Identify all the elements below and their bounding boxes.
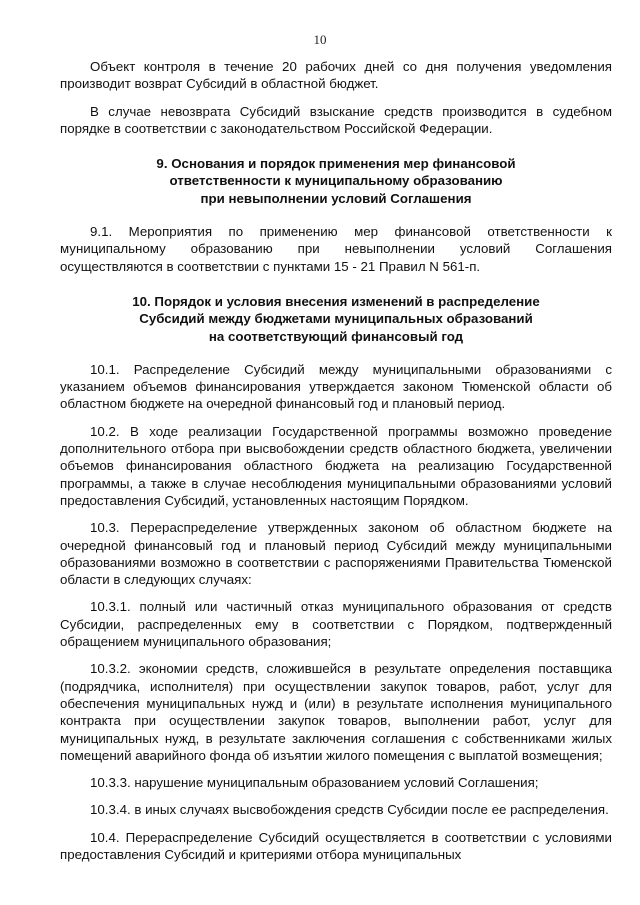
section-10-heading: [60, 293, 612, 345]
paragraph-10-3: 10.3. Перераспределение утвержденных законом об областном бюджете на очередной финансовый год и плановый период Субсидий между муниципальными образованиями возможно в соответствии с распоряжениями Правительства Тюменской области в следующих случаях:: [60, 520, 612, 588]
section-10-heading-line: на соответствующий финансовый год: [208, 328, 464, 344]
paragraph-10-3-3: 10.3.3. нарушение муниципальным образованием условий Соглашения;: [90, 775, 539, 791]
paragraph-10-3-4: 10.3.4. в иных случаях высвобождения средств Субсидии после ее распределения.: [90, 802, 609, 818]
paragraph-10-4: 10.4. Перераспределение Субсидий осуществляется в соответствии с условиями предоставления Субсидий и критериями отбора муниципальных: [60, 829, 612, 862]
paragraph-10-2: 10.2. В ходе реализации Государственной программы возможно проведение дополнительного отбора при высвобождении средств областного бюджета, увеличении объемов финансирования областного бюджета на реализацию Государственной программы, а также в случае несоблюдения муниципальными образованиями условий предоставления Субсидий, установленных настоящим Порядком.: [60, 423, 612, 508]
page-number: 10: [313, 32, 327, 47]
document-body: [60, 58, 612, 873]
paragraph-10-1: 10.1. Распределение Субсидий между муниципальными образованиями с указанием объемов финансирования утверждается законом Тюменской области об областном бюджете на очередной финансовый год и плановый период.: [60, 361, 612, 412]
section-10-heading-line: 10. Порядок и условия внесения изменений в распределение: [132, 293, 540, 309]
section-10-heading-line: Субсидий между бюджетами муниципальных образований: [139, 311, 533, 327]
paragraph-court-recovery: В случае невозврата Субсидий взыскание средств производится в судебном порядке в соответствии с законодательством Российской Федерации.: [60, 103, 612, 136]
section-9-heading-line: при невыполнении условий Соглашения: [200, 190, 472, 206]
section-9-heading: [60, 155, 612, 207]
paragraph-10-3-2: 10.3.2. экономии средств, сложившейся в результате определения поставщика (подрядчика, исполнителя) при осуществлении закупок товаров, работ, услуг для обеспечения муниципальных нужд и (или) в результате исполнения муниципального контракта при осуществлении закупок товаров, выполнении работ, услуг для муниципальных нужд, в результате заключения соглашения с собственниками жилых помещений аварийного фонда об изъятии жилого помещения с выплатой возмещения;: [60, 661, 612, 763]
paragraph-refund: Объект контроля в течение 20 рабочих дней со дня получения уведомления производит возврат Субсидий в областной бюджет.: [60, 59, 612, 92]
paragraph-10-3-1: 10.3.1. полный или частичный отказ муниципального образования от средств Субсидии, распределенных ему в соответствии с Порядком, подтвержденный обращением муниципального образования;: [60, 599, 612, 650]
paragraph-9-1: 9.1. Мероприятия по применению мер финансовой ответственности к муниципальному образованию при невыполнении условий Соглашения осуществляются в соответствии с пунктами 15 - 21 Правил N 561-п.: [60, 224, 612, 274]
section-9-heading-line: 9. Основания и порядок применения мер финансовой: [156, 156, 516, 172]
section-9-heading-line: ответственности к муниципальному образованию: [169, 173, 503, 189]
